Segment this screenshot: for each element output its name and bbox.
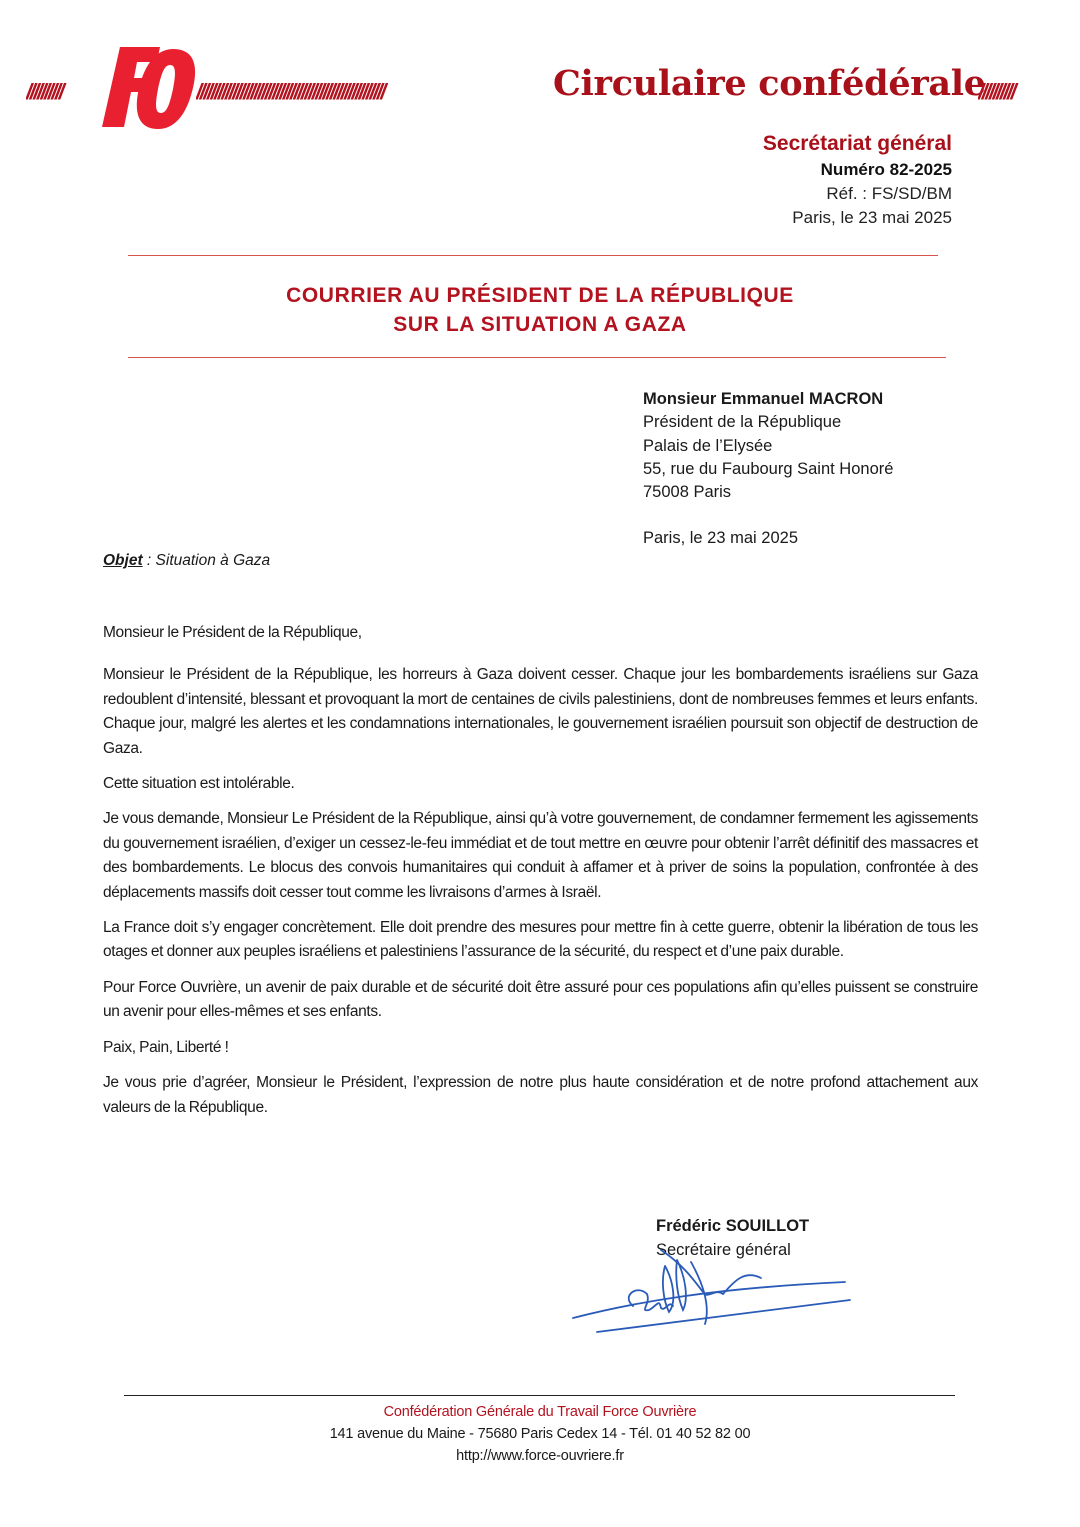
circular-number: Numéro 82-2025 bbox=[820, 160, 952, 179]
footer-address: 141 avenue du Maine - 75680 Paris Cedex 14 - Tél. 01 40 52 82 00 bbox=[329, 1426, 751, 1442]
subject-line bbox=[103, 552, 270, 570]
footer-organization: Confédération Générale du Travail Force Ouvrière bbox=[383, 1404, 697, 1420]
circular-meta bbox=[763, 130, 952, 230]
circular-date: Paris, le 23 mai 2025 bbox=[792, 208, 952, 227]
title-divider-bottom bbox=[128, 357, 946, 358]
recipient-address-line-1: Palais de l’Elysée bbox=[643, 436, 773, 455]
footer-divider bbox=[124, 1395, 955, 1396]
body-paragraph: La France doit s’y engager concrètement. Elle doit prendre des mesures pour mettre fin à cette guerre, obtenir la libération de tous les otages et donner aux peuples israéliens et palestiniens l’assurance de la sécurité, du respect et d’une paix durable. bbox=[103, 919, 978, 961]
title-divider-top bbox=[128, 255, 938, 256]
letter-date: Paris, le 23 mai 2025 bbox=[643, 529, 799, 548]
handwritten-signature bbox=[565, 1240, 855, 1340]
footer bbox=[0, 1401, 1080, 1467]
body-paragraph: Monsieur le Président de la République, les horreurs à Gaza doivent cesser. Chaque jour les bombardements israéliens sur Gaza redoublent d’intensité, blessant et provoquant la mort de centaines de civils palestiniens, dont de nombreuses femmes et leurs enfants. Chaque jour, malgré les alertes et les condamnations internationales, le gouvernement israélien poursuit son objectif de destruction de Gaza. bbox=[103, 666, 978, 757]
signatory-role: Secrétaire général bbox=[656, 1241, 791, 1259]
document-title bbox=[0, 281, 1080, 339]
body-paragraph: Cette situation est intolérable. bbox=[103, 775, 295, 793]
recipient-title: Président de la République bbox=[643, 413, 842, 432]
subject-label: Objet bbox=[103, 552, 143, 569]
circular-title: Circulaire confédérale bbox=[553, 63, 986, 104]
body-paragraph: Paix, Pain, Liberté ! bbox=[103, 1038, 229, 1056]
recipient-address bbox=[643, 388, 893, 551]
salutation: Monsieur le Président de la République, bbox=[103, 624, 362, 641]
footer-website-link[interactable]: http://www.force-ouvriere.fr bbox=[456, 1448, 624, 1464]
recipient-name: Monsieur Emmanuel MACRON bbox=[643, 390, 884, 408]
signatory-name: Frédéric SOUILLOT bbox=[656, 1217, 810, 1235]
reference: Réf. : FS/SD/BM bbox=[826, 184, 952, 203]
recipient-address-line-3: 75008 Paris bbox=[643, 483, 732, 502]
letter-body bbox=[103, 621, 978, 1131]
subject-separator: : bbox=[142, 552, 156, 569]
body-paragraph: Je vous demande, Monsieur Le Président de la République, ainsi qu’à votre gouvernement, de condamner fermement les agissements du gouvernement israélien, d’exiger un cessez-le-feu immédiat et de tout mettre en œuvre pour obtenir l’arrêt définitif des massacres et des bombardements. Le blocus des convois humanitaires qui conduit à affamer et à priver de soins la population, confrontée à des déplacements massifs doit cesser tout comme les livraisons d’armes à Israël. bbox=[103, 810, 978, 901]
decorative-slashes-left: ////////// bbox=[26, 79, 63, 104]
department-label: Secrétariat général bbox=[762, 132, 952, 155]
body-paragraph: Je vous prie d’agréer, Monsieur le Président, l’expression de notre plus haute considération et de notre profond attachement aux valeurs de la République. bbox=[103, 1074, 978, 1116]
document-title-line-1: COURRIER AU PRÉSIDENT DE LA RÉPUBLIQUE bbox=[286, 284, 794, 307]
subject-text: Situation à Gaza bbox=[155, 552, 271, 569]
recipient-address-line-2: 55, rue du Faubourg Saint Honoré bbox=[643, 459, 894, 478]
fo-logo bbox=[98, 43, 198, 135]
document-title-line-2: SUR LA SITUATION A GAZA bbox=[393, 313, 687, 336]
body-paragraph: Pour Force Ouvrière, un avenir de paix durable et de sécurité doit être assuré pour ces populations afin qu’elles puissent se construire un avenir pour elles-mêmes et ses enfants. bbox=[103, 978, 978, 1021]
decorative-slashes-right: ////////// bbox=[978, 79, 1015, 104]
decorative-slashes-middle: //////////////////////////////////////////////////// bbox=[196, 79, 384, 104]
